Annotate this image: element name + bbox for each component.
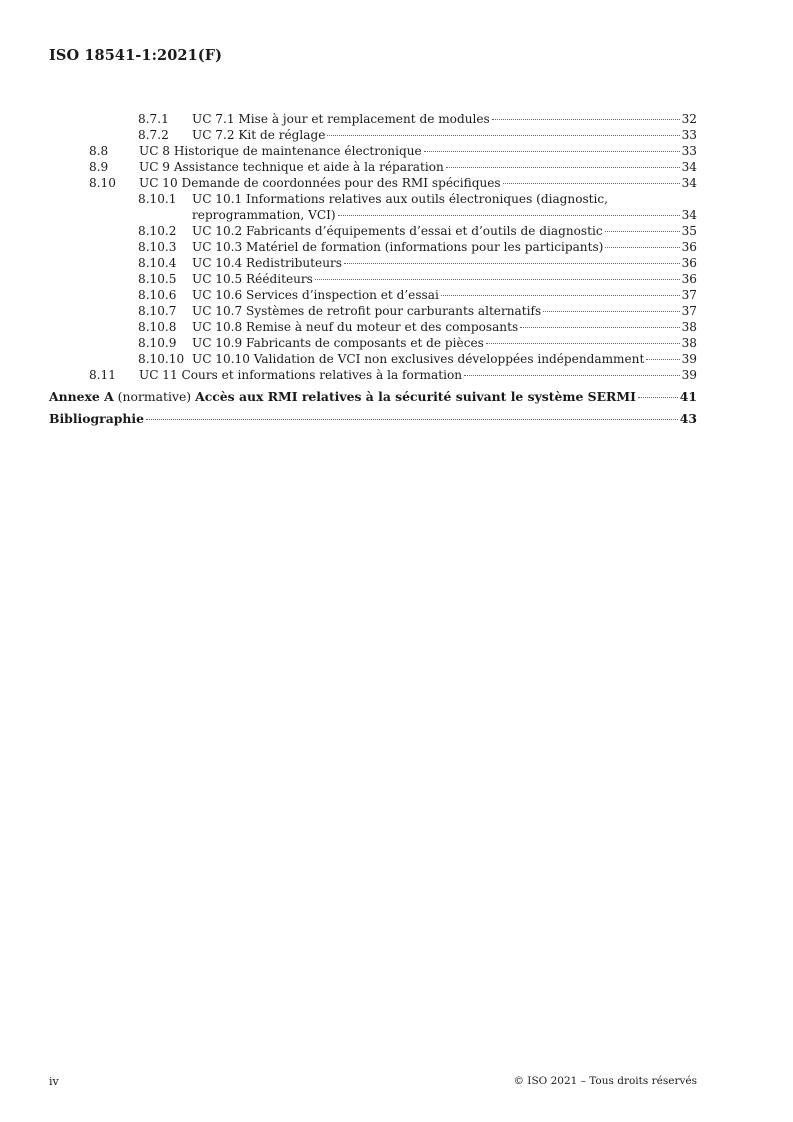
toc-entry-page: 34 [681,160,697,174]
toc-entry-title: UC 9 Assistance technique et aide à la réparation [139,160,444,174]
toc-entry-title: UC 10.8 Remise à neuf du moteur et des composants [192,320,519,334]
toc-entry-title: UC 7.2 Kit de réglage [192,128,326,142]
bibliography-label: Bibliographie [49,411,145,426]
toc-entry-number: 8.10.6 [138,288,177,302]
dot-leader [520,327,679,328]
toc-entry-number: 8.10.2 [138,224,177,238]
toc-entry-title: UC 10.3 Matériel de formation (informations pour les participants) [192,240,604,254]
dot-leader [441,295,680,296]
toc-entry-page: 36 [681,256,697,270]
toc-entry-title: UC 10.1 Informations relatives aux outils électroniques (diagnostic, [192,192,609,206]
toc-entry-8-10-6[interactable] [49,287,697,303]
toc-entry-page: 36 [681,240,697,254]
toc-entry-page: 37 [681,304,697,318]
toc-entry-8-10[interactable] [49,175,697,191]
table-of-contents [49,111,697,427]
dot-leader [543,311,679,312]
toc-entry-title-continued: reprogrammation, VCI) [192,208,336,222]
dot-leader [315,279,680,280]
toc-entry-bibliography[interactable] [49,411,697,427]
toc-entry-8-10-5[interactable] [49,271,697,287]
toc-entry-page: 37 [681,288,697,302]
dot-leader [492,119,680,120]
toc-entry-title: UC 10.4 Redistributeurs [192,256,342,270]
toc-entry-number: 8.10.3 [138,240,177,254]
toc-entry-number: 8.7.1 [138,112,169,126]
dot-leader [605,231,680,232]
toc-entry-8-10-8[interactable] [49,319,697,335]
toc-entry-8-10-9[interactable] [49,335,697,351]
dot-leader [338,215,680,216]
toc-entry-number: 8.10.4 [138,256,177,270]
annex-title: Accès aux RMI relatives à la sécurité suivant le système SERMI [195,389,636,404]
toc-entry-number: 8.7.2 [138,128,169,142]
toc-entry-page: 38 [681,320,697,334]
dot-leader [486,343,680,344]
toc-entry-8-9[interactable] [49,159,697,175]
toc-entry-page: 33 [681,128,697,142]
toc-entry-title: UC 10.9 Fabricants de composants et de pièces [192,336,484,350]
annex-page: 41 [679,389,697,404]
toc-entry-page: 36 [681,272,697,286]
dot-leader [446,167,680,168]
toc-entry-page: 39 [681,368,697,382]
toc-entry-page: 32 [681,112,697,126]
toc-entry-number: 8.10.7 [138,304,177,318]
toc-entry-number: 8.8 [89,144,109,158]
toc-entry-title: UC 7.1 Mise à jour et remplacement de modules [192,112,490,126]
dot-leader [327,135,679,136]
toc-entry-page: 34 [681,208,697,222]
annex-label: Annexe A [49,389,114,404]
dot-leader [503,183,680,184]
toc-entry-page: 33 [681,144,697,158]
toc-entry-title: UC 10.2 Fabricants d’équipements d’essai et d’outils de diagnostic [192,224,603,238]
toc-entry-number: 8.10.5 [138,272,177,286]
annex-qualifier: (normative) [117,389,192,404]
dot-leader [646,359,679,360]
toc-entry-title: UC 10.6 Services d’inspection et d’essai [192,288,439,302]
toc-entry-8-11[interactable] [49,367,697,383]
copyright-notice: © ISO 2021 – Tous droits réservés [513,1075,697,1087]
toc-entry-page: 35 [681,224,697,238]
toc-entry-number: 8.11 [89,368,116,382]
toc-entry-8-10-4[interactable] [49,255,697,271]
toc-entry-title: UC 11 Cours et informations relatives à la formation [139,368,463,382]
toc-entry-8-10-2[interactable] [49,223,697,239]
toc-entry-number: 8.10.9 [138,336,177,350]
bibliography-page: 43 [679,411,697,426]
toc-entry-number: 8.10.10 [138,352,185,366]
dot-leader [464,375,680,376]
toc-entry-number: 8.10.1 [138,192,177,206]
dot-leader [605,247,679,248]
toc-entry-number: 8.9 [89,160,109,174]
toc-entry-8-8[interactable] [49,143,697,159]
toc-entry-title: UC 10.5 Rééditeurs [192,272,313,286]
toc-entry-8-10-10[interactable] [49,351,697,367]
toc-entry-8-10-7[interactable] [49,303,697,319]
toc-entry-title: UC 10 Demande de coordonnées pour des RMI spécifiques [139,176,501,190]
toc-entry-annex-a[interactable] [49,389,697,405]
toc-entry-number: 8.10 [89,176,116,190]
document-id-header: ISO 18541-1:2021(F) [49,47,223,64]
toc-entry-title: UC 10.7 Systèmes de retrofit pour carburants alternatifs [192,304,542,318]
toc-entry-8-10-3[interactable] [49,239,697,255]
dot-leader [146,419,678,420]
toc-entry-page: 38 [681,336,697,350]
toc-entry-8-10-1[interactable] [49,191,697,223]
toc-entry-title: UC 8 Historique de maintenance électronique [139,144,422,158]
dot-leader [344,263,680,264]
dot-leader [424,151,680,152]
toc-entry-title: UC 10.10 Validation de VCI non exclusives développées indépendamment [192,352,645,366]
toc-entry-number: 8.10.8 [138,320,177,334]
page-number: iv [49,1075,59,1088]
toc-entry-8-7-1[interactable] [49,111,697,127]
toc-entry-page: 39 [681,352,697,366]
toc-entry-8-7-2[interactable] [49,127,697,143]
toc-entry-page: 34 [681,176,697,190]
dot-leader [638,397,678,398]
